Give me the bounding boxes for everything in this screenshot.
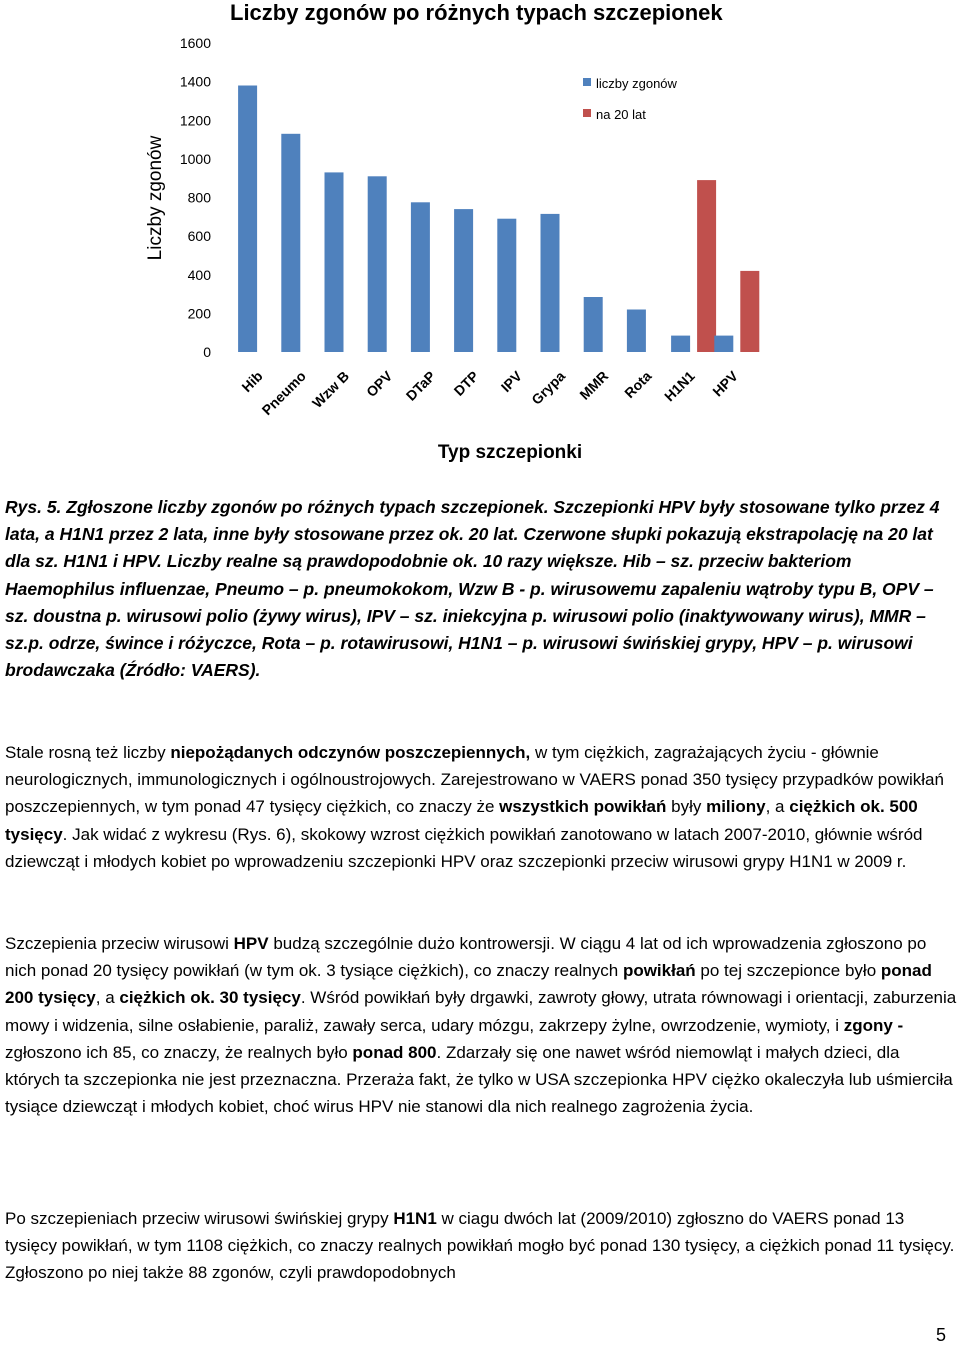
- bar-ipv-deaths: [497, 219, 516, 352]
- x-axis-title: Typ szczepionki: [437, 442, 583, 463]
- text-run: Rys. 5. Zgłoszone liczby zgonów po różnych typach szczepionek. Szczepionki HPV były stosowane tylko przez 4 lata, a H1N1 przez 2 lata, inne były stosowane przez ok. 20 lat. Czerwone słupki pokazują ekstrapolację na 20 lat dla sz. H1N1 i HPV. Liczby realne są prawdopodobnie ok. 10 razy większe. Hib – sz. przeciw bakteriom Haemophilus influenzae, Pneumo – p. pneumokokom, Wzw B - p. wirusowemu zapaleniu wątroby typu B, OPV – sz. doustna p. wirusowi polio (żywy wirus), IPV – sz. iniekcyjna p. wirusowi polio (inaktywowany wirus), MMR – sz.p. odrze, śwince i różyczce, Rota – p. rotawirusowi, H1N1 – p. wirusowi świńskiej grypy, HPV – p. wirusowi brodawczaka (Źródło: VAERS).: [5, 497, 940, 681]
- bar-pneumo-deaths: [281, 134, 300, 352]
- text-run: budzą szczególnie dużo kontrowersji. W ciągu 4 lat od ich wprowadzenia zgłoszono po nich ponad 20 tysięcy powikłań (w tym ok. 3 tysiące ciężkich), co znaczy realnych: [5, 934, 927, 981]
- text-run: Szczepienia przeciw wirusowi: [5, 934, 234, 953]
- text-run: , a: [765, 797, 790, 817]
- y-tick-label: 1000: [179, 150, 211, 167]
- bar-hpv-extrapolated: [740, 271, 759, 352]
- text-run: Stale rosną też liczby: [5, 743, 171, 762]
- x-tick-label: Pneumo: [258, 367, 309, 419]
- x-tick-label: OPV: [363, 367, 396, 401]
- y-axis-title: Liczby zgonów: [145, 135, 166, 261]
- bars-group: [238, 86, 759, 353]
- bar-hpv-deaths: [714, 336, 733, 352]
- bold-text: ciężkich ok. 500 tysięcy: [5, 797, 918, 844]
- legend-label-deaths: liczby zgonów: [596, 76, 677, 91]
- page-number: 5: [936, 1325, 947, 1345]
- bar-hib-deaths: [238, 86, 257, 353]
- text-run: . Jak widać z wykresu (Rys. 6), skokowy wzrost ciężkich powikłań zanotowano w latach 2007-2010, głównie wśród dziewcząt i młodych kobiet po wprowadzeniu szczepionki HPV oraz szczepionki przeciw wirusowi grypy H1N1 w 2009 r.: [5, 824, 923, 871]
- figure-caption: [5, 494, 957, 684]
- paragraph-hpv: [5, 930, 957, 1120]
- text-run: . Zdarzały się one nawet wśród niemowląt i małych dzieci, dla których ta szczepionka nie jest przeznaczna. Przeraża fakt, że tylko w USA szczepionka HPV ciężko okaleczyła lub uśmierciła tysiące dziewcząt i młodych kobiet, choć wirus HPV nie stanowi dla nich realnego zagrożenia życia.: [5, 1042, 953, 1117]
- x-axis-labels: [238, 367, 741, 418]
- bar-h1n1-extrapolated: [697, 180, 716, 352]
- text-run: . Wśród powikłań były drgawki, zawroty głowy, utrata równowagi i orientacji, zaburzenia mowy i widzenia, silne osłabienie, paraliż, zawały serca, udary mózgu, zakrzepy żylne, owrzodzenie, wymioty, i: [5, 988, 957, 1035]
- bold-text: zgony -: [843, 1015, 904, 1035]
- y-tick-label: 1200: [179, 112, 211, 129]
- y-tick-label: 800: [187, 189, 211, 206]
- bold-text: wszystkich powikłań: [499, 797, 667, 817]
- x-tick-label: DTP: [450, 367, 482, 399]
- bar-wzw-b-deaths: [325, 172, 344, 352]
- bar-h1n1-deaths: [671, 336, 690, 352]
- legend-label-extrapolated: na 20 lat: [596, 107, 646, 122]
- bar-rota-deaths: [627, 310, 646, 353]
- x-tick-label: HPV: [709, 367, 741, 400]
- paragraph-h1n1: [5, 1205, 957, 1287]
- bold-text: H1N1: [393, 1209, 437, 1228]
- bold-text: niepożądanych odczynów poszczepiennych,: [170, 743, 531, 762]
- bar-mmr-deaths: [584, 297, 603, 352]
- text-run: w ciagu dwóch lat (2009/2010) zgłoszno do VAERS ponad 13 tysięcy powikłań, w tym 1108 ciężkich, co znaczy realnych powikłań mogło być ponad 130 tysięcy, a ciężkich ponad 11 tysięcy. Zgłoszono po niej także 88 zgonów, czyli prawdopodobnych: [5, 1209, 955, 1283]
- bar-opv-deaths: [368, 176, 387, 352]
- y-tick-label: 600: [187, 228, 211, 245]
- y-tick-label: 1400: [179, 73, 211, 90]
- bold-text: miliony: [706, 797, 766, 817]
- x-tick-label: Rota: [621, 367, 655, 402]
- text-run: , a: [95, 988, 120, 1008]
- x-tick-label: Wzw B: [308, 367, 353, 412]
- bar-dtap-deaths: [411, 202, 430, 352]
- y-tick-label: 1600: [179, 35, 211, 51]
- y-tick-label: 200: [187, 305, 211, 322]
- legend-swatch-deaths: [583, 78, 591, 86]
- x-tick-label: IPV: [497, 367, 525, 396]
- text-run: Po szczepieniach przeciw wirusowi świńskiej grypy: [5, 1209, 394, 1228]
- y-axis-ticks: [180, 35, 211, 360]
- text-run: zgłoszono ich 85, co znaczy, że realnych było: [5, 1042, 353, 1062]
- bold-text: HPV: [233, 934, 269, 953]
- y-tick-label: 0: [203, 344, 211, 360]
- x-tick-label: H1N1: [661, 367, 698, 405]
- text-run: były: [666, 797, 707, 817]
- x-tick-label: Grypa: [528, 367, 569, 408]
- bar-dtp-deaths: [454, 209, 473, 352]
- bold-text: ponad 200 tysięcy: [5, 961, 932, 1008]
- y-tick-label: 400: [187, 266, 211, 283]
- bar-chart: [0, 0, 960, 480]
- text-run: w tym ciężkich, zagrażających życiu - głównie neurologicznych, immunologicznych i ogólnoustrojowych. Zarejestrowano w VAERS ponad 350 tysięcy przypadków powikłań poszczepiennych, w tym ponad 47 tysięcy ciężkich, co znaczy że: [5, 743, 944, 817]
- legend: [583, 76, 678, 122]
- legend-swatch-extrapolated: [583, 109, 591, 117]
- x-tick-label: MMR: [576, 367, 612, 403]
- x-tick-label: Hib: [238, 367, 266, 396]
- bold-text: powikłań: [622, 961, 696, 981]
- bold-text: ciężkich ok. 30 tysięcy: [119, 988, 301, 1008]
- bold-text: ponad 800: [352, 1042, 437, 1062]
- paragraph-adverse-reactions: [5, 739, 957, 875]
- chart-title: Liczby zgonów po różnych typach szczepionek: [230, 0, 723, 25]
- bar-grypa-deaths: [541, 214, 560, 352]
- x-tick-label: DTaP: [402, 367, 439, 404]
- text-run: po tej szczepionce było: [695, 961, 881, 981]
